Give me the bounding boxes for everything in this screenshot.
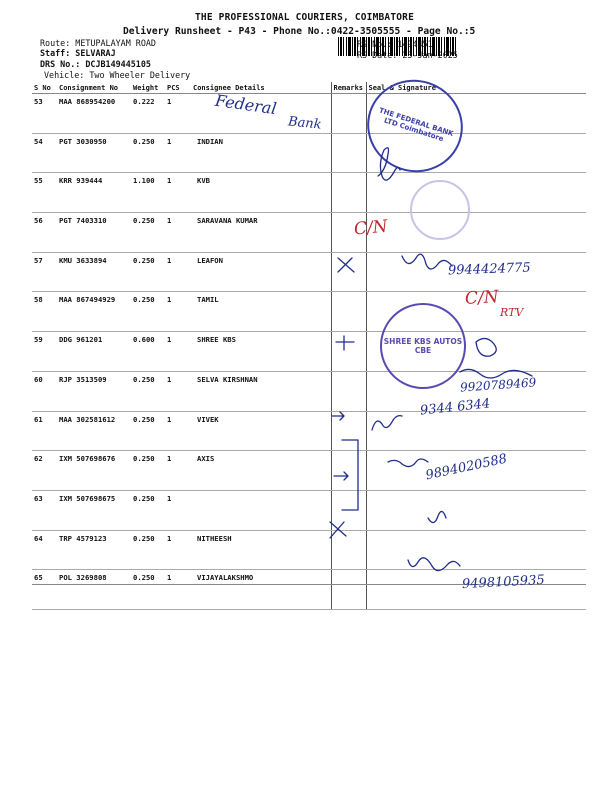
row-sno: 61 [32, 411, 57, 451]
row-consignee: AXIS [191, 451, 331, 491]
handwriting-phone-5: 9498105935 [461, 572, 546, 593]
handwriting-bank: Bank [287, 114, 323, 133]
staff-label: Staff: SELVARAJ [40, 48, 116, 58]
row-remarks [331, 490, 366, 530]
row-seal [366, 490, 586, 530]
row-sno: 65 [32, 570, 57, 610]
row-consignee: SARAVANA KUMAR [191, 213, 331, 253]
row-sno: 54 [32, 133, 57, 173]
row-remarks [331, 530, 366, 570]
table-row [32, 133, 586, 173]
header-consignment: Consignment No [57, 82, 131, 94]
row-sno: 53 [32, 94, 57, 134]
row-consignment: TRP 4579123 [57, 530, 131, 570]
row-weight: 0.250 [131, 451, 165, 491]
row-consignee: VIJAYALAKSHMO [191, 570, 331, 610]
table-row [32, 490, 586, 530]
row-remarks [331, 252, 366, 292]
row-consignment: KMU 3633894 [57, 252, 131, 292]
row-pcs: 1 [165, 173, 191, 213]
kbs-autos-stamp-text: SHREE KBS AUTOS CBE [383, 337, 463, 355]
table-row [32, 530, 586, 570]
row-remarks [331, 94, 366, 134]
row-consignment: KRR 939444 [57, 173, 131, 213]
row-remarks [331, 292, 366, 332]
table-row [32, 411, 586, 451]
row-pcs: 1 [165, 332, 191, 372]
row-pcs: 1 [165, 530, 191, 570]
row-weight: 0.250 [131, 490, 165, 530]
table-row [32, 173, 586, 213]
handwriting-rtv: RTV [500, 306, 524, 319]
handwriting-federal: Federal [213, 90, 278, 119]
row-weight: 0.222 [131, 94, 165, 134]
row-weight: 0.250 [131, 213, 165, 253]
row-consignment: MAA 302581612 [57, 411, 131, 451]
faded-stamp [410, 180, 470, 240]
row-remarks [331, 133, 366, 173]
handwriting-cn-2: C/N [464, 287, 500, 309]
row-consignment: POL 3269808 [57, 570, 131, 610]
header-consignee: Consignee Details [191, 82, 331, 94]
table-row [32, 332, 586, 372]
row-sno: 60 [32, 371, 57, 411]
row-consignee: SHREE KBS [191, 332, 331, 372]
row-sno: 64 [32, 530, 57, 570]
drs-number: DRS No.: DCJB149445105 [40, 59, 151, 69]
row-pcs: 1 [165, 94, 191, 134]
row-weight: 1.100 [131, 173, 165, 213]
row-weight: 0.250 [131, 530, 165, 570]
row-sno: 58 [32, 292, 57, 332]
row-sno: 59 [32, 332, 57, 372]
row-sno: 56 [32, 213, 57, 253]
handwriting-cn-1: C/N [353, 216, 389, 240]
row-weight: 0.250 [131, 371, 165, 411]
table-header-row [32, 82, 586, 94]
table-row [32, 213, 586, 253]
company-title: THE PROFESSIONAL COURIERS, COIMBATORE [195, 12, 415, 23]
row-pcs: 1 [165, 252, 191, 292]
row-consignment: PGT 7403310 [57, 213, 131, 253]
row-remarks [331, 371, 366, 411]
row-consignment: IXM 507698676 [57, 451, 131, 491]
row-pcs: 1 [165, 371, 191, 411]
row-remarks [331, 332, 366, 372]
row-pcs: 1 [165, 570, 191, 610]
header-weight: Weight [131, 82, 165, 94]
row-consignee: KVB [191, 173, 331, 213]
rs-date: RS Date: 23-Jan-2025 [357, 50, 458, 60]
row-consignee: LEAFON [191, 252, 331, 292]
row-remarks [331, 411, 366, 451]
row-pcs: 1 [165, 133, 191, 173]
row-remarks [331, 173, 366, 213]
row-weight: 0.600 [131, 332, 165, 372]
row-consignee: TAMIL [191, 292, 331, 332]
vehicle-label: Vehicle: Two Wheeler Delivery [44, 70, 191, 80]
row-sno: 62 [32, 451, 57, 491]
header-sno: S No [32, 82, 57, 94]
rs-number: RS No.: 1494451 [357, 39, 433, 49]
row-pcs: 1 [165, 451, 191, 491]
row-weight: 0.250 [131, 133, 165, 173]
header-remarks: Remarks [331, 82, 366, 94]
row-seal [366, 411, 586, 451]
row-remarks [331, 570, 366, 610]
row-sno: 55 [32, 173, 57, 213]
row-consignee: SELVA KIRSHNAN [191, 371, 331, 411]
row-consignment: MAA 868954200 [57, 94, 131, 134]
row-seal [366, 213, 586, 253]
row-seal [366, 530, 586, 570]
kbs-autos-stamp [380, 303, 466, 389]
row-consignment: IXM 507698675 [57, 490, 131, 530]
row-pcs: 1 [165, 490, 191, 530]
row-consignee [191, 490, 331, 530]
row-consignee: VIVEK [191, 411, 331, 451]
handwriting-phone-4: 9894020588 [424, 451, 509, 484]
route-label: Route: METUPALAYAM ROAD [40, 38, 156, 48]
handwriting-phone-3: 9344 6344 [419, 396, 491, 419]
row-consignment: DDG 961201 [57, 332, 131, 372]
row-weight: 0.250 [131, 411, 165, 451]
handwriting-phone-2: 9920789469 [459, 375, 537, 395]
row-sno: 57 [32, 252, 57, 292]
federal-bank-stamp-text: THE FEDERAL BANK LTD Coimbatore [378, 106, 455, 144]
row-pcs: 1 [165, 292, 191, 332]
row-remarks [331, 451, 366, 491]
row-sno: 63 [32, 490, 57, 530]
row-consignment: MAA 867494929 [57, 292, 131, 332]
runsheet-subtitle: Delivery Runsheet - P43 - Phone No.:0422-3505555 - Page No.:5 [123, 26, 476, 37]
row-consignee: NITHEESH [191, 530, 331, 570]
row-weight: 0.250 [131, 252, 165, 292]
runsheet-table [32, 82, 586, 610]
row-consignee: INDIAN [191, 133, 331, 173]
row-weight: 0.250 [131, 292, 165, 332]
header-seal: Seal & Signature [366, 82, 586, 94]
row-consignment: PGT 3030950 [57, 133, 131, 173]
row-pcs: 1 [165, 213, 191, 253]
row-pcs: 1 [165, 411, 191, 451]
row-consignment: RJP 3513509 [57, 371, 131, 411]
row-seal [366, 173, 586, 213]
handwriting-phone-1: 9944424775 [447, 260, 531, 279]
row-weight: 0.250 [131, 570, 165, 610]
header-pcs: PCS [165, 82, 191, 94]
